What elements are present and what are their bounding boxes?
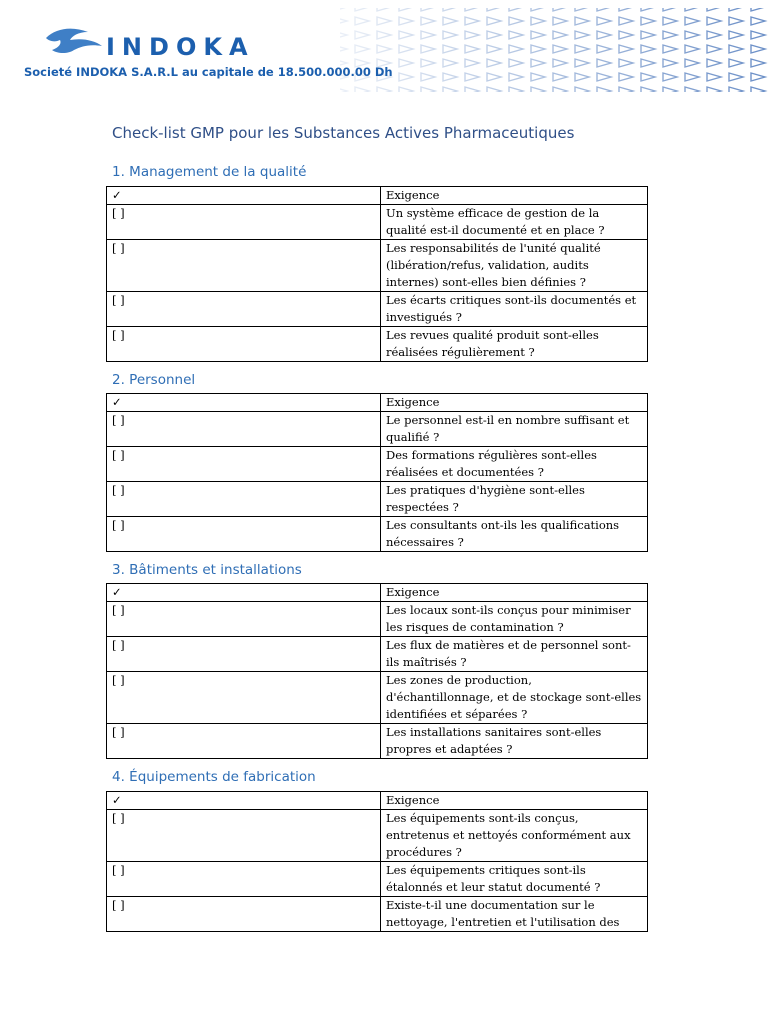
page-title: Check-list GMP pour les Substances Actives Pharmaceutiques — [112, 124, 575, 142]
checkbox-cell[interactable]: [ ] — [107, 602, 381, 637]
table-row — [107, 862, 648, 897]
table-row — [107, 205, 648, 240]
table-row — [107, 724, 648, 759]
brand-name: INDOKA — [106, 33, 255, 61]
checkbox-cell[interactable]: [ ] — [107, 897, 381, 932]
checkbox-cell[interactable]: [ ] — [107, 327, 381, 362]
check-column-header: ✓ — [107, 792, 381, 810]
requirement-cell: Un système efficace de gestion de la qualité est-il documenté et en place ? — [381, 205, 648, 240]
letterhead — [0, 0, 768, 100]
checkbox-cell[interactable]: [ ] — [107, 240, 381, 292]
requirement-cell: Les écarts critiques sont-ils documentés et investigués ? — [381, 292, 648, 327]
checklist-table-personnel — [106, 393, 648, 552]
checklist-table-buildings — [106, 583, 648, 759]
section-title-equipment: 4. Équipements de fabrication — [112, 769, 316, 785]
requirement-cell: Les responsabilités de l'unité qualité (libération/refus, validation, audits internes) sont-elles bien définies ? — [381, 240, 648, 292]
table-row — [107, 637, 648, 672]
table-row — [107, 517, 648, 552]
checkbox-cell[interactable]: [ ] — [107, 517, 381, 552]
table-row — [107, 482, 648, 517]
checklist-table-equipment — [106, 791, 648, 932]
table-row — [107, 292, 648, 327]
requirement-column-header: Exigence — [381, 394, 648, 412]
requirement-cell: Les pratiques d'hygiène sont-elles respectées ? — [381, 482, 648, 517]
requirement-cell: Les zones de production, d'échantillonnage, et de stockage sont-elles identifiées et séparées ? — [381, 672, 648, 724]
requirement-column-header: Exigence — [381, 584, 648, 602]
table-header-row — [107, 187, 648, 205]
checklist-table-quality — [106, 186, 648, 362]
checkbox-cell[interactable]: [ ] — [107, 482, 381, 517]
requirement-cell: Les revues qualité produit sont-elles réalisées régulièrement ? — [381, 327, 648, 362]
check-column-header: ✓ — [107, 394, 381, 412]
table-row — [107, 240, 648, 292]
table-row — [107, 672, 648, 724]
check-column-header: ✓ — [107, 187, 381, 205]
table-row — [107, 602, 648, 637]
bird-logo-icon — [42, 24, 106, 60]
table-row — [107, 327, 648, 362]
requirement-cell: Des formations régulières sont-elles réalisées et documentées ? — [381, 447, 648, 482]
table-header-row — [107, 584, 648, 602]
section-title-buildings: 3. Bâtiments et installations — [112, 562, 302, 578]
checkbox-cell[interactable]: [ ] — [107, 292, 381, 327]
table-row — [107, 897, 648, 932]
requirement-cell: Les équipements sont-ils conçus, entretenus et nettoyés conformément aux procédures ? — [381, 810, 648, 862]
table-row — [107, 810, 648, 862]
checkbox-cell[interactable]: [ ] — [107, 447, 381, 482]
section-title-quality: 1. Management de la qualité — [112, 164, 307, 180]
check-column-header: ✓ — [107, 584, 381, 602]
requirement-cell: Existe-t-il une documentation sur le nettoyage, l'entretien et l'utilisation des — [381, 897, 648, 932]
requirement-column-header: Exigence — [381, 792, 648, 810]
requirement-cell: Les équipements critiques sont-ils étalonnés et leur statut documenté ? — [381, 862, 648, 897]
checkbox-cell[interactable]: [ ] — [107, 412, 381, 447]
checkbox-cell[interactable]: [ ] — [107, 205, 381, 240]
checkbox-cell[interactable]: [ ] — [107, 862, 381, 897]
requirement-cell: Les installations sanitaires sont-elles propres et adaptées ? — [381, 724, 648, 759]
table-row — [107, 412, 648, 447]
requirement-cell: Les flux de matières et de personnel sont-ils maîtrisés ? — [381, 637, 648, 672]
checkbox-cell[interactable]: [ ] — [107, 672, 381, 724]
requirement-column-header: Exigence — [381, 187, 648, 205]
table-row — [107, 447, 648, 482]
requirement-cell: Les consultants ont-ils les qualifications nécessaires ? — [381, 517, 648, 552]
checkbox-cell[interactable]: [ ] — [107, 637, 381, 672]
company-tagline: Societé INDOKA S.A.R.L au capitale de 18.500.000.00 Dh — [24, 65, 393, 79]
section-title-personnel: 2. Personnel — [112, 372, 196, 388]
table-header-row — [107, 394, 648, 412]
requirement-cell: Le personnel est-il en nombre suffisant et qualifié ? — [381, 412, 648, 447]
requirement-cell: Les locaux sont-ils conçus pour minimiser les risques de contamination ? — [381, 602, 648, 637]
checkbox-cell[interactable]: [ ] — [107, 724, 381, 759]
checkbox-cell[interactable]: [ ] — [107, 810, 381, 862]
table-header-row — [107, 792, 648, 810]
